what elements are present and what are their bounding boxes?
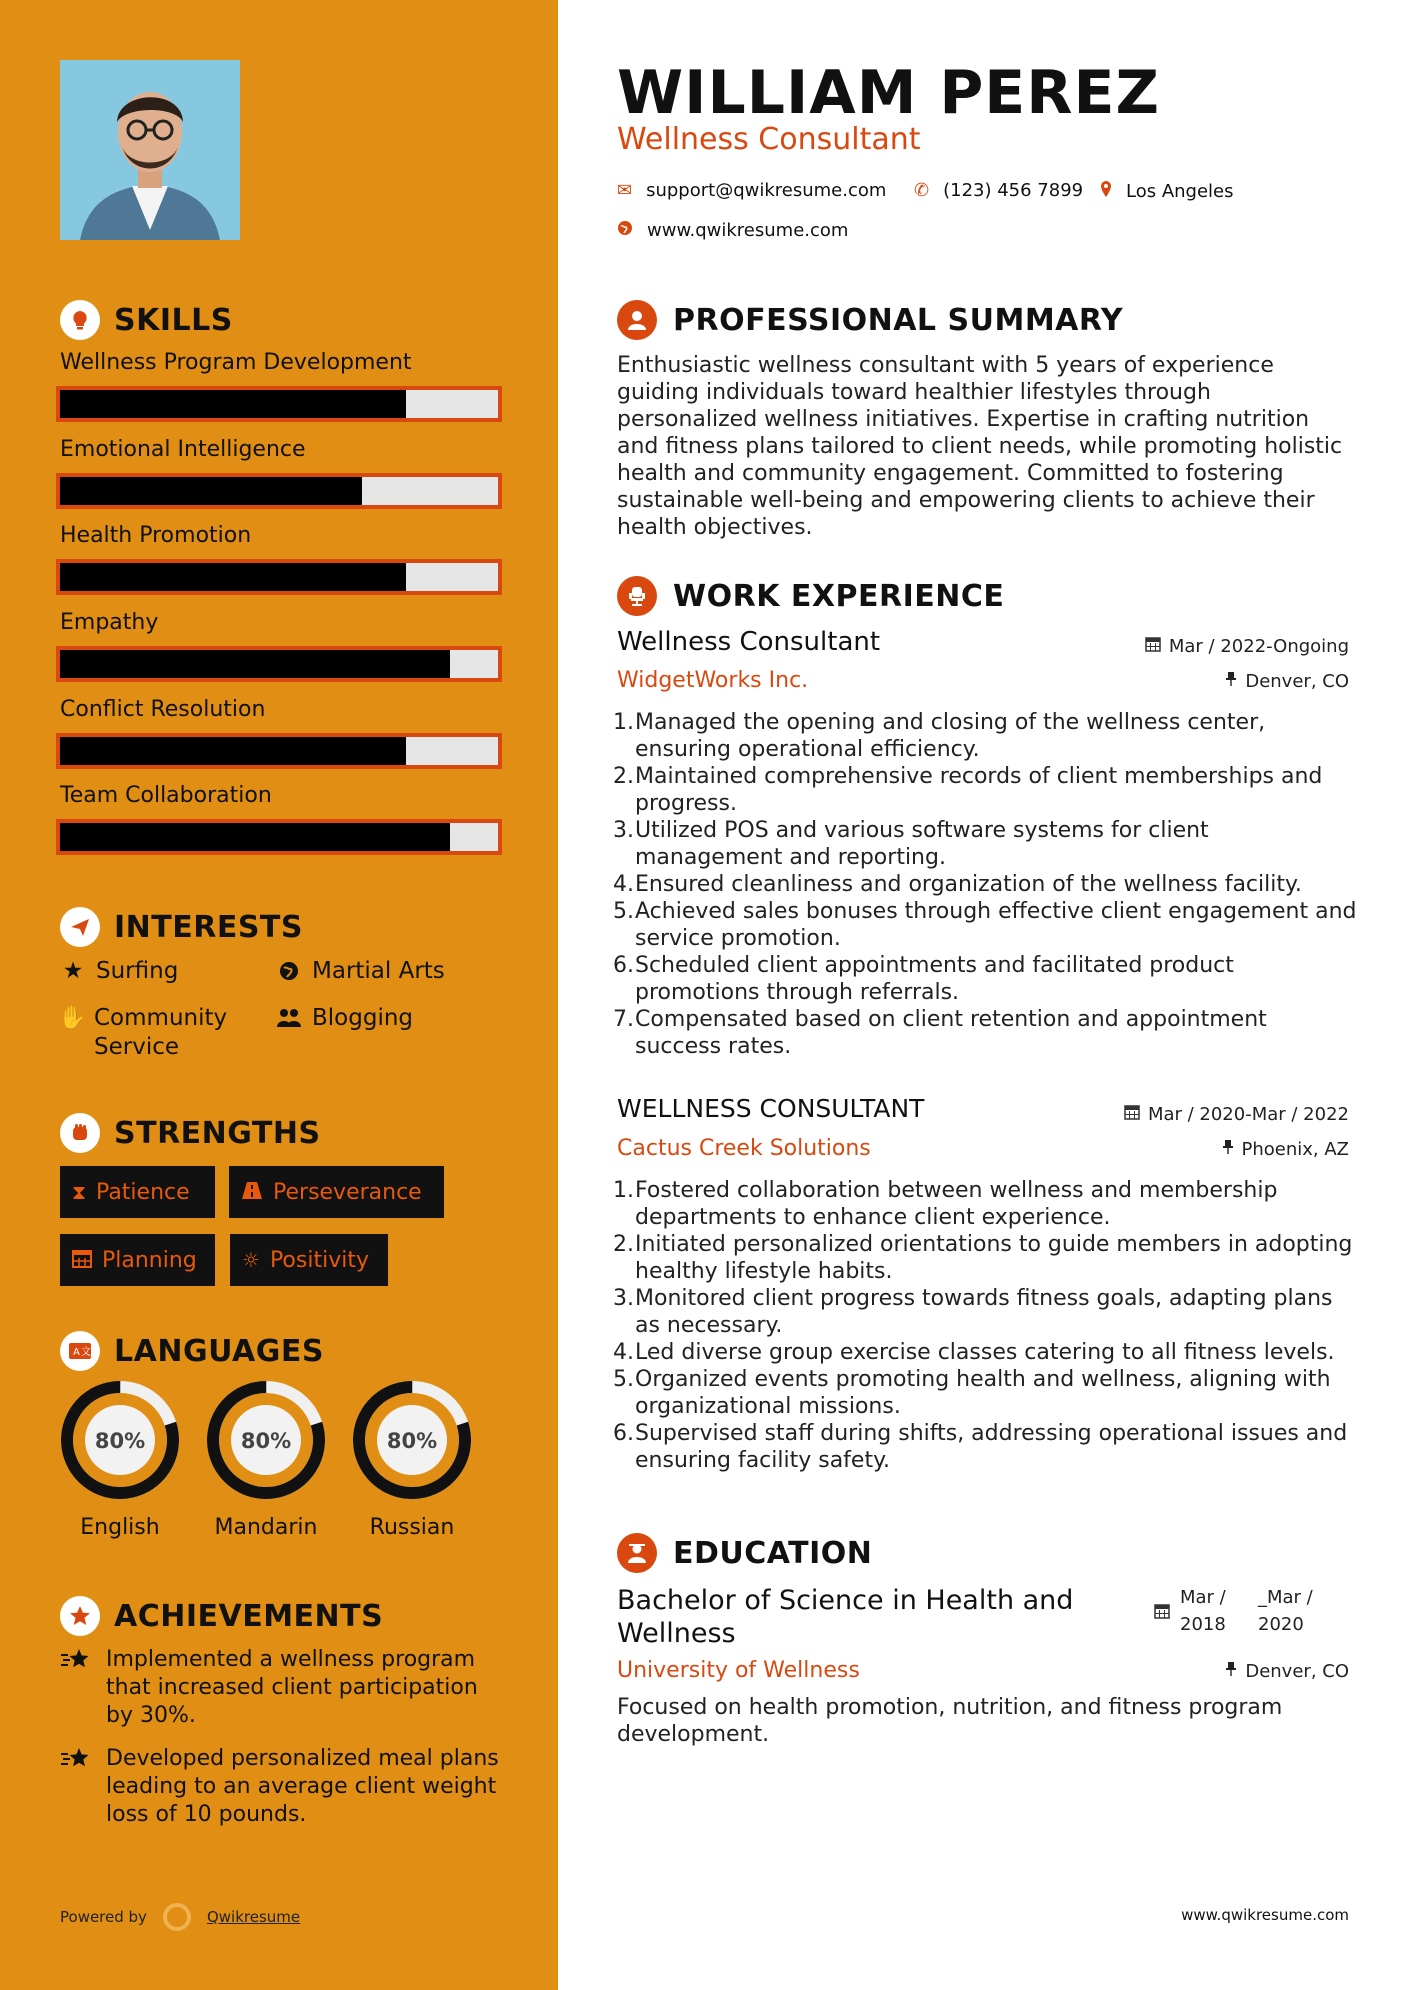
job-bullet: 4. Led diverse group exercise classes catering to all fitness levels. xyxy=(613,1340,1335,1365)
road-icon xyxy=(241,1180,263,1205)
job-bullet: 1. Fostered collaboration between wellness and membership departments to enhance client experience. xyxy=(613,1178,1278,1230)
job-company: WidgetWorks Inc. xyxy=(617,668,809,693)
interest-item xyxy=(58,1004,258,1062)
job-company: Cactus Creek Solutions xyxy=(617,1136,871,1161)
skill-bar xyxy=(56,733,502,769)
star-icon: ★ xyxy=(62,958,84,984)
language-percent: 80% xyxy=(386,1429,438,1453)
globe-icon xyxy=(276,957,302,990)
users-icon xyxy=(276,1004,302,1037)
job-location-text: Denver, CO xyxy=(1245,671,1349,692)
globe-icon xyxy=(617,220,633,241)
fist-icon xyxy=(60,1113,100,1153)
calendar-icon xyxy=(1145,636,1161,657)
strength-label: Patience xyxy=(96,1179,190,1205)
contact-email[interactable] xyxy=(617,180,886,201)
calendar-icon xyxy=(1124,1104,1140,1125)
powered-by xyxy=(60,1903,300,1931)
job-bullet: 2. Maintained comprehensive records of client memberships and progress. xyxy=(613,764,1323,816)
pushpin-icon xyxy=(1225,671,1237,692)
envelope-icon: ✉ xyxy=(617,180,633,201)
strengths-title: STRENGTHS xyxy=(114,1115,321,1151)
job-bullet: 1. Managed the opening and closing of the wellness center, ensuring operational efficiency. xyxy=(613,710,1266,762)
interest-label: Community Service xyxy=(94,1005,228,1060)
interest-label: Blogging xyxy=(312,1005,414,1031)
language-name: Russian xyxy=(369,1515,455,1540)
job-title: Wellness Consultant xyxy=(617,627,881,657)
job-location xyxy=(1225,671,1349,692)
education-end-date: _Mar / 2020 xyxy=(1258,1587,1313,1635)
strengths-heading xyxy=(60,1113,321,1153)
achievement-item xyxy=(60,1745,500,1829)
job-dates-text: Mar / 2022-Ongoing xyxy=(1168,636,1349,657)
summary-heading xyxy=(617,300,1123,340)
skill-bar xyxy=(56,559,502,595)
hourglass-icon: ⧗ xyxy=(72,1180,87,1204)
education-location xyxy=(1225,1661,1349,1682)
job-bullet: 5. Organized events promoting health and wellness, aligning with organizational missions. xyxy=(613,1367,1331,1419)
education-school: University of Wellness xyxy=(617,1658,860,1683)
language-ring xyxy=(205,1379,327,1501)
skill-label: Emotional Intelligence xyxy=(60,437,306,462)
job-bullet: 5. Achieved sales bonuses through effective client engagement and service promotion. xyxy=(613,899,1357,951)
pushpin-icon xyxy=(1225,1661,1237,1682)
contact-phone[interactable] xyxy=(914,180,1083,201)
strength-badge xyxy=(230,1234,388,1286)
skill-label: Health Promotion xyxy=(60,523,252,548)
skill-bar-fill xyxy=(60,390,406,418)
education-title: EDUCATION xyxy=(673,1535,873,1571)
strength-label: Perseverance xyxy=(273,1179,422,1205)
interest-label: Surfing xyxy=(96,958,179,984)
summary-text: Enthusiastic wellness consultant with 5 years of experience guiding individuals toward healthier lifestyles through personalized wellness initiatives. Expertise in crafting nutrition and fitness plans tailored to client needs, while promoting holistic health and community engagement. Committed to fostering sustainable well-being and empowering clients to achieve their health objectives. xyxy=(617,353,1343,540)
footer-website[interactable]: www.qwikresume.com xyxy=(1181,1906,1349,1924)
interest-item xyxy=(276,957,445,990)
chair-icon xyxy=(617,576,657,616)
strength-label: Planning xyxy=(102,1247,197,1273)
skills-title: SKILLS xyxy=(114,302,233,338)
calendar-icon xyxy=(1154,1603,1170,1623)
user-icon xyxy=(617,300,657,340)
lightbulb-icon xyxy=(60,300,100,340)
summary-title: PROFESSIONAL SUMMARY xyxy=(673,302,1124,338)
skill-bar xyxy=(56,646,502,682)
experience-title: WORK EXPERIENCE xyxy=(673,578,1005,614)
experience-heading xyxy=(617,576,1004,616)
languages-heading xyxy=(60,1331,324,1371)
job-dates-text: Mar / 2020-Mar / 2022 xyxy=(1147,1104,1349,1125)
email-text: support@qwikresume.com xyxy=(646,180,887,201)
job-bullet: 2. Initiated personalized orientations to guide members in adopting healthy lifestyle habits. xyxy=(613,1232,1353,1284)
language-percent: 80% xyxy=(240,1429,292,1453)
education-description: Focused on health promotion, nutrition, and fitness program development. xyxy=(617,1695,1283,1747)
paper-plane-icon xyxy=(60,907,100,947)
job-bullet: 4. Ensured cleanliness and organization of the wellness facility. xyxy=(613,872,1302,897)
skill-label: Team Collaboration xyxy=(60,783,272,808)
skill-label: Wellness Program Development xyxy=(60,350,412,375)
achievements-title: ACHIEVEMENTS xyxy=(114,1598,384,1634)
qwikresume-link[interactable]: Qwikresume xyxy=(206,1908,301,1926)
achievement-item xyxy=(60,1646,500,1730)
skill-label: Empathy xyxy=(60,610,159,635)
sidebar xyxy=(0,0,558,1990)
star-badge-icon xyxy=(60,1596,100,1636)
achievements-heading xyxy=(60,1596,383,1636)
phone-text: (123) 456 7899 xyxy=(943,180,1084,201)
job-dates xyxy=(1145,636,1349,657)
trophy-star-icon xyxy=(60,1745,92,1829)
contact-location xyxy=(1100,180,1234,203)
calendar-icon xyxy=(72,1248,92,1273)
trophy-star-icon xyxy=(60,1646,92,1730)
education-degree: Bachelor of Science in Health and Wellness xyxy=(617,1585,1074,1649)
strength-badge xyxy=(60,1234,215,1286)
skill-label: Conflict Resolution xyxy=(60,697,266,722)
job-bullet: 6. Scheduled client appointments and facilitated product promotions through referrals. xyxy=(613,953,1234,1005)
job-location xyxy=(1222,1139,1350,1160)
skill-bar-fill xyxy=(60,737,406,765)
job-responsibilities xyxy=(613,709,1358,1060)
sun-icon: ☼ xyxy=(242,1248,260,1272)
graduate-icon xyxy=(617,1533,657,1573)
job-responsibilities xyxy=(613,1177,1358,1474)
interest-item xyxy=(276,1004,413,1037)
interests-title: INTERESTS xyxy=(114,909,303,945)
achievement-text: Developed personalized meal plans leading to an average client weight loss of 10 pounds. xyxy=(106,1746,499,1827)
skill-bar-fill xyxy=(60,563,406,591)
interest-item xyxy=(60,957,178,986)
language-ring xyxy=(351,1379,473,1501)
strength-badge xyxy=(60,1166,215,1218)
phone-icon: ✆ xyxy=(914,180,930,201)
strength-badge xyxy=(229,1166,444,1218)
skills-heading xyxy=(60,300,233,340)
job-dates xyxy=(1124,1104,1349,1125)
job-bullet: 3. Utilized POS and various software systems for client management and reporting. xyxy=(613,818,1209,870)
job-title: WELLNESS CONSULTANT xyxy=(617,1094,925,1123)
job-bullet: 7. Compensated based on client retention and appointment success rates. xyxy=(613,1007,1267,1059)
language-name: English xyxy=(80,1515,160,1540)
skill-bar xyxy=(56,473,502,509)
powered-by-label: Powered by xyxy=(60,1908,147,1926)
candidate-role: Wellness Consultant xyxy=(617,122,921,157)
pushpin-icon xyxy=(1222,1139,1234,1160)
languages-title: LANGUAGES xyxy=(114,1333,324,1369)
skill-bar xyxy=(56,819,502,855)
map-pin-icon xyxy=(1100,180,1112,203)
language-name: Mandarin xyxy=(214,1515,318,1540)
profile-photo xyxy=(60,60,240,240)
skill-bar-fill xyxy=(60,823,450,851)
job-bullet: 3. Monitored client progress towards fitness goals, adapting plans as necessary. xyxy=(613,1286,1333,1338)
hand-icon: ✋ xyxy=(58,1005,87,1031)
interest-label: Martial Arts xyxy=(312,958,445,984)
candidate-name: WILLIAM PEREZ xyxy=(617,58,1160,128)
qwikresume-logo-icon xyxy=(163,1903,191,1931)
language-ring xyxy=(59,1379,181,1501)
job-location-text: Phoenix, AZ xyxy=(1241,1139,1349,1160)
achievement-text: Implemented a wellness program that increased client participation by 30%. xyxy=(106,1647,478,1728)
location-text: Los Angeles xyxy=(1126,181,1234,202)
education-heading xyxy=(617,1533,872,1573)
website-text: www.qwikresume.com xyxy=(647,220,849,241)
job-bullet: 6. Supervised staff during shifts, addressing operational issues and ensuring facility safety. xyxy=(613,1421,1348,1473)
svg-text:A: A xyxy=(73,1347,80,1358)
skill-bar xyxy=(56,386,502,422)
skill-bar-fill xyxy=(60,650,450,678)
contact-website[interactable] xyxy=(617,220,848,241)
language-icon xyxy=(60,1331,100,1371)
svg-text:文: 文 xyxy=(81,1347,91,1358)
strength-label: Positivity xyxy=(269,1247,369,1273)
skill-bar-fill xyxy=(60,477,362,505)
education-location-text: Denver, CO xyxy=(1245,1661,1349,1682)
interests-heading xyxy=(60,907,303,947)
education-start-date: Mar / 2018 xyxy=(1180,1587,1226,1635)
language-percent: 80% xyxy=(94,1429,146,1453)
